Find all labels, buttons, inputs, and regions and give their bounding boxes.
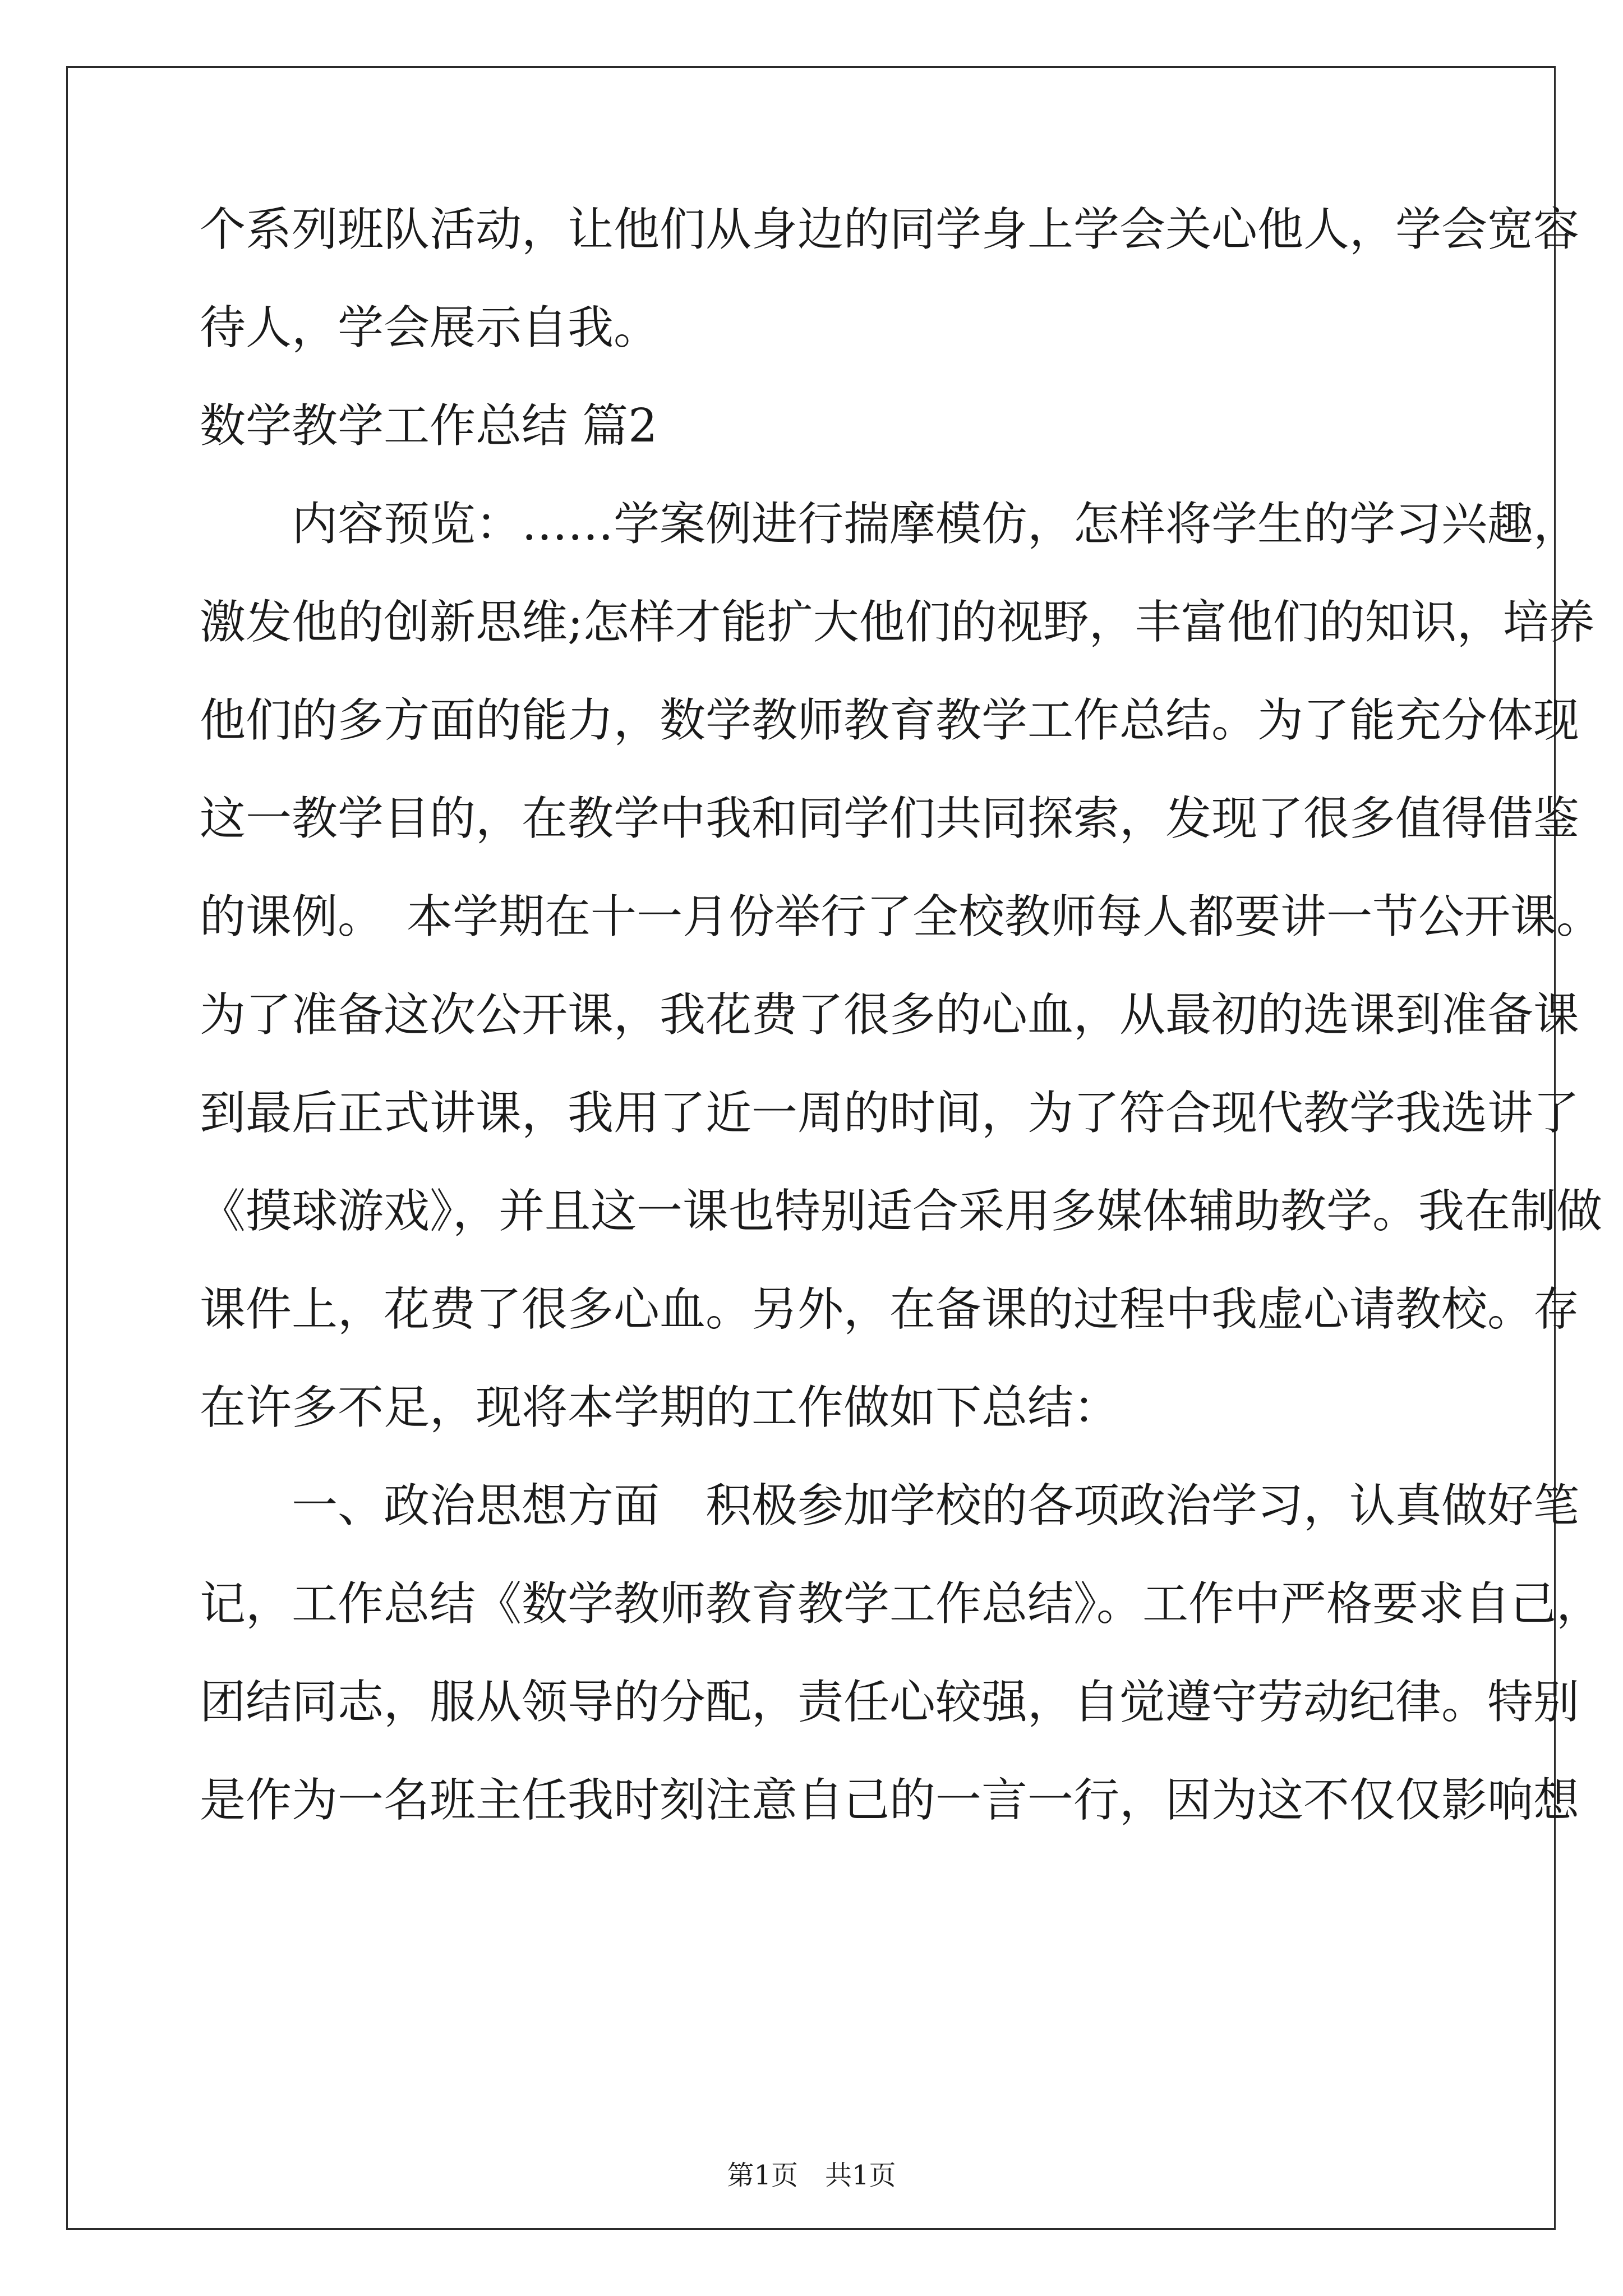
page-number-footer: 第1页 共1页 [727,2160,896,2191]
text-line: 激发他的创新思维;怎样才能扩大他们的视野，丰富他们的知识，培养 [200,596,1595,649]
text-line: 记，工作总结《数学教师教育教学工作总结》。工作中严格要求自己， [200,1577,1603,1631]
text-line: 课件上，花费了很多心血。另外，在备课的过程中我虚心请教校。存 [200,1283,1580,1336]
section-heading: 数学教学工作总结 篇2 [200,399,658,453]
text-line: 这一教学目的，在教学中我和同学们共同探索，发现了很多值得借鉴 [200,792,1580,845]
text-line: 待人，学会展示自我。 [200,301,660,355]
text-line: 内容预览：……学案例进行揣摩模仿，怎样将学生的学习兴趣， [200,498,1580,551]
text-line: 他们的多方面的能力，数学教师教育教学工作总结。为了能充分体现 [200,694,1580,747]
text-line: 是作为一名班主任我时刻注意自己的一言一行，因为这不仅仅影响想 [200,1774,1580,1827]
text-line: 个系列班队活动，让他们从身边的同学身上学会关心他人，学会宽容 [200,203,1580,256]
text-line: 的课例。 本学期在十一月份举行了全校教师每人都要讲一节公开课。 [200,890,1603,944]
text-line: 《摸球游戏》，并且这一课也特别适合采用多媒体辅助教学。我在制做 [200,1185,1603,1238]
text-line: 团结同志，服从领导的分配，责任心较强，自觉遵守劳动纪律。特别 [200,1676,1580,1729]
text-line: 在许多不足，现将本学期的工作做如下总结： [200,1381,1120,1434]
text-line: 到最后正式讲课，我用了近一周的时间，为了符合现代教学我选讲了 [200,1087,1580,1140]
page-border [66,66,1556,2230]
text-line: 一、政治思想方面 积极参加学校的各项政治学习，认真做好笔 [200,1479,1580,1533]
text-line: 为了准备这次公开课，我花费了很多的心血，从最初的选课到准备课 [200,988,1580,1042]
